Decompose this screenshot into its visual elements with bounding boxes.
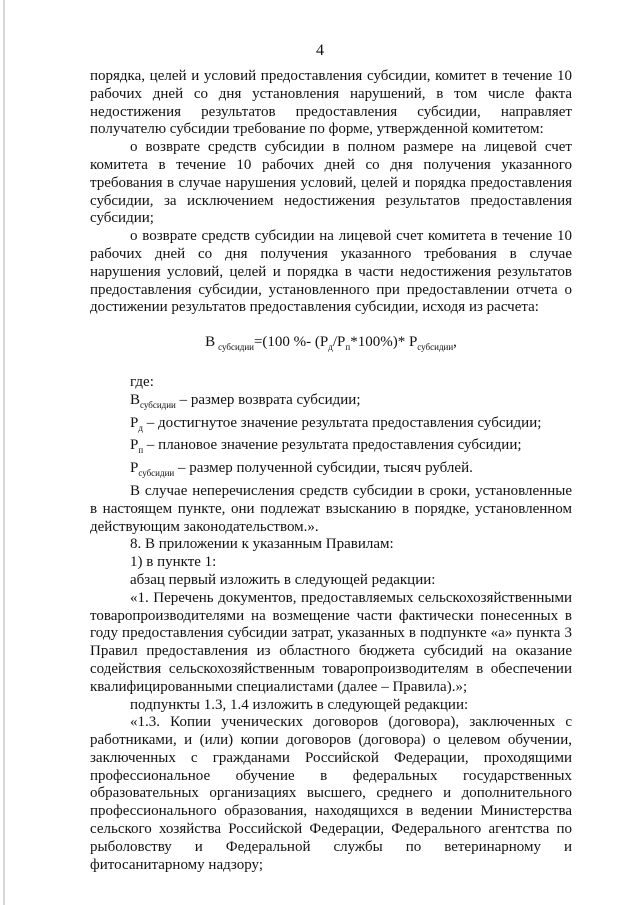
formula-b: В (205, 334, 216, 351)
document-body (90, 68, 572, 874)
definition-pd (90, 415, 572, 438)
def-symbol: В (130, 391, 141, 408)
paragraph-subitems-13-14: подпункты 1.3, 1.4 изложить в следующей редакции: (130, 696, 469, 713)
paragraph-first-abzac: абзац первый изложить в следующей редакции: (130, 571, 436, 588)
def-subscript: д (138, 422, 143, 433)
paragraph-item-8: 8. В приложении к указанным Правилам: (130, 536, 394, 553)
paragraph-documents-list: «1. Перечень документов, предоставляемых сельскохозяйственными товаропроизводителями на возмещение части фактически понесенных в году предоставления субсидии затрат, указанных в подпункте «а» пункта 3 Правил предоставления из областного бюджета субсидий на оказание содействия сельскохозяйственным товаропроизводителям в обеспечении квалифицированными специалистами (далее – Правила).»; (90, 589, 572, 695)
formula-p-sub: п (345, 342, 351, 353)
def-symbol: Р (130, 414, 139, 431)
definition-psub (90, 460, 572, 483)
formula-slash: /Р (332, 334, 346, 351)
formula-r-sub: субсидии (417, 342, 454, 353)
paragraph-recovery: В случае неперечисления средств субсидии в сроки, установленные в настоящем пункте, они подлежат взысканию в порядке, установленном действующим законодательством.». (90, 482, 572, 535)
definition-b (90, 392, 572, 415)
def-text: – размер полученной субсидии, тысяч рублей. (174, 460, 473, 477)
formula-end: , (453, 334, 457, 351)
def-text: – плановое значение результата предоставления субсидии; (143, 437, 522, 454)
paragraph-partial-refund: о возврате средств субсидии на лицевой счет комитета в течение 10 рабочих дней со дня получения указанного требования в случае нарушения условий, целей и порядка в части недостижения результатов предоставления субсидии, установленного при предоставлении отчета о достижении результатов предоставления субсидии, исходя из расчета: (90, 228, 572, 316)
def-text: – достигнутое значение результата предоставления субсидии; (142, 414, 542, 431)
paragraph-continuation: порядка, целей и условий предоставления субсидии, комитет в течение 10 рабочих дней со дня установления нарушений, в том числе факта недостижения результатов предоставления субсидии, направляет получателю субсидии требование по форме, утвержденной комитетом: (90, 68, 572, 138)
definition-pp (90, 437, 572, 460)
def-text: – размер возврата субсидии; (175, 391, 361, 408)
def-subscript: п (138, 445, 144, 456)
paragraph-subitem-1: 1) в пункте 1: (130, 554, 217, 571)
def-symbol: Р (130, 460, 139, 477)
page-number: 4 (316, 42, 324, 59)
paragraph-full-refund: о возврате средств субсидии в полном размере на лицевой счет комитета в течение 10 рабочих дней со дня получения указанного требования в случае нарушения условий, целей и порядка предоставления субсидии, за исключением недостижения результатов предоставления субсидии; (90, 139, 572, 227)
formula-middle: =(100 %- (Р (253, 334, 329, 351)
scan-edge-line (3, 0, 5, 905)
def-symbol: Р (130, 437, 139, 454)
formula-b-sub: субсидии (218, 342, 254, 353)
formula-tail: *100%)* Р (350, 334, 418, 351)
refund-formula (90, 334, 572, 357)
paragraph-item-1-3: «1.3. Копии ученических договоров (договора), заключенных с работниками, и (или) копии договоров (договора) о целевом обучении, заключенных с гражданами Российской Федерации, проходящими профессиональное обучение в федеральных государственных образовательных организациях высшего, среднего и дополнительного профессионального образования, находящихся в ведении Министерства сельского хозяйства Российской Федерации, Федерального агентства по рыболовству и Федеральной службы по ветеринарному и фитосанитарному надзору; (90, 714, 572, 873)
where-label: где: (130, 373, 154, 390)
def-subscript: субсидии (138, 468, 175, 479)
formula-d-sub: д (328, 342, 333, 353)
def-subscript: субсидии (140, 399, 176, 410)
